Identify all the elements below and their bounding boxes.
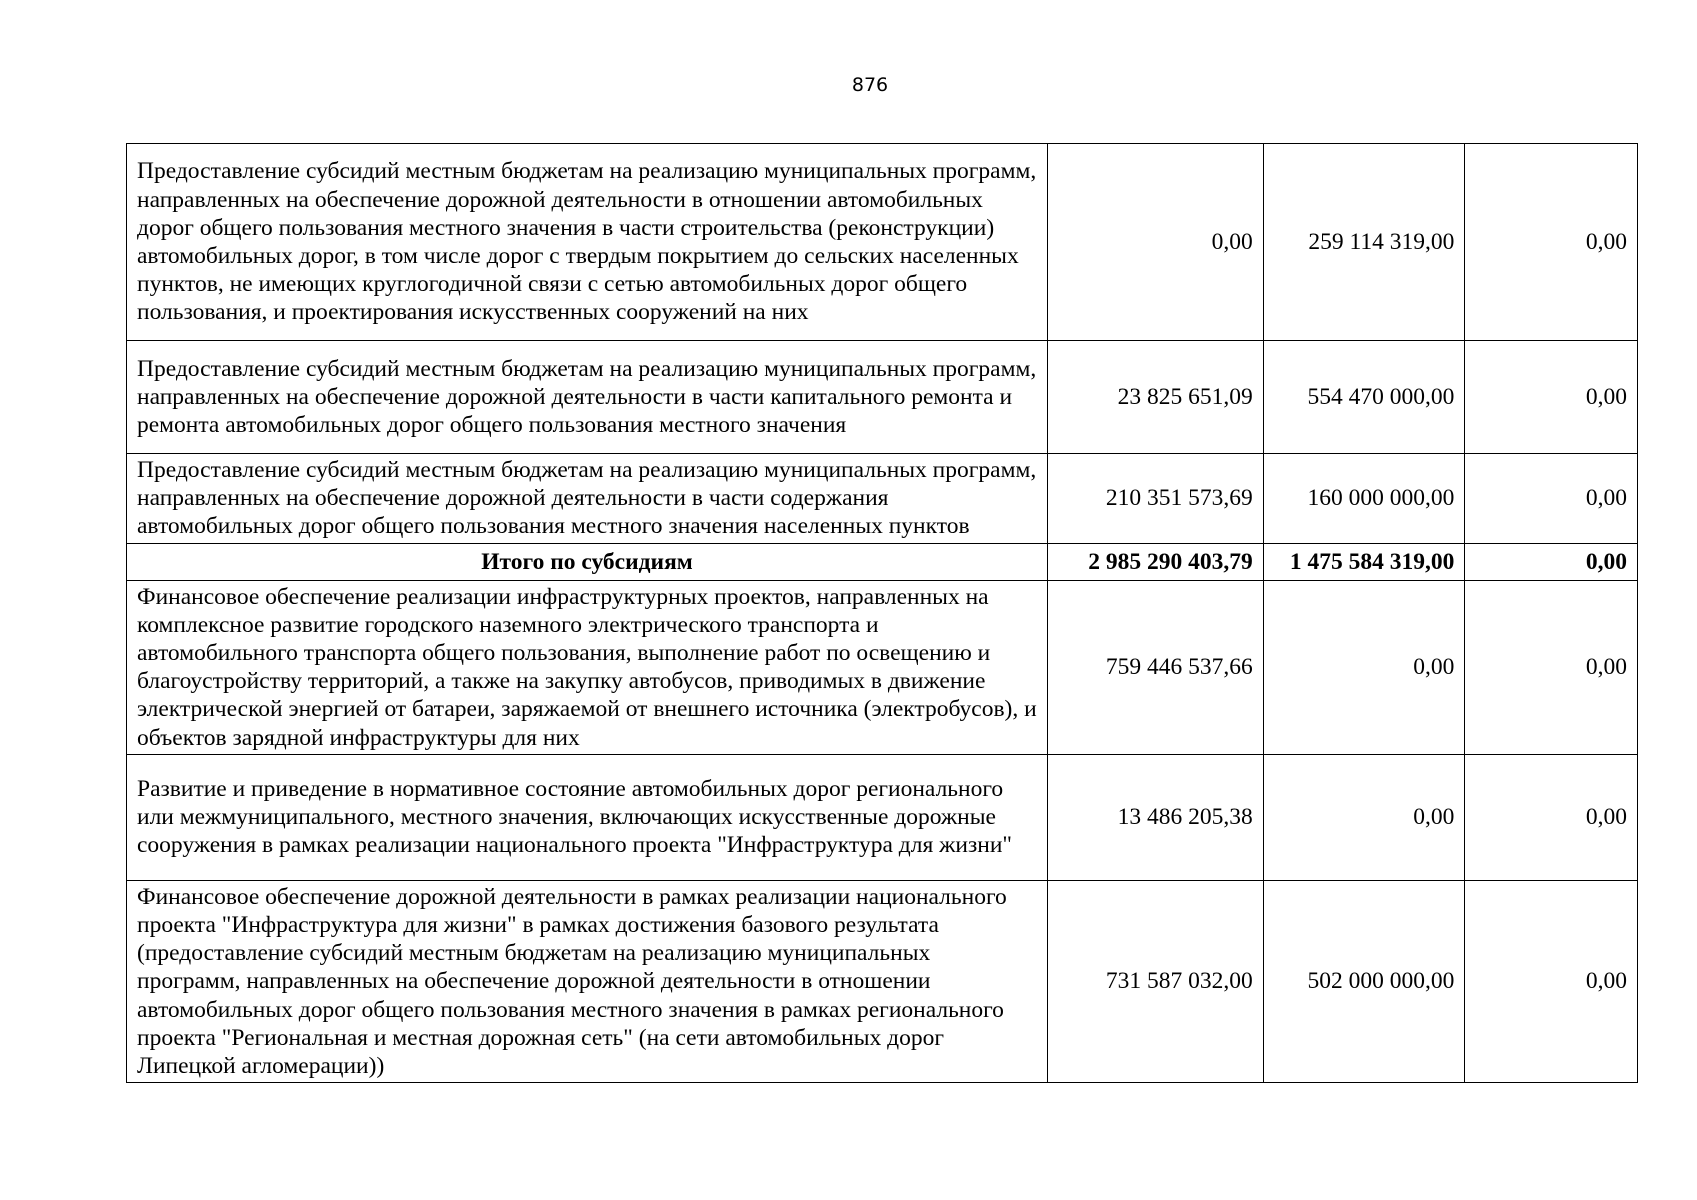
row-value-2: 0,00 bbox=[1263, 580, 1465, 754]
row-value-2: 259 114 319,00 bbox=[1263, 144, 1465, 341]
row-description: Развитие и приведение в нормативное состояние автомобильных дорог регионального или межмуниципального, местного значения, включающих искусственные дорожные сооружения в рамках реализации национального проекта "Инфраструктура для жизни" bbox=[127, 754, 1048, 880]
row-value-3: 0,00 bbox=[1465, 580, 1638, 754]
table-row bbox=[127, 754, 1638, 880]
table-row bbox=[127, 454, 1638, 544]
row-value-1: 731 587 032,00 bbox=[1048, 880, 1264, 1082]
row-value-1: 759 446 537,66 bbox=[1048, 580, 1264, 754]
row-value-3: 0,00 bbox=[1465, 880, 1638, 1082]
row-value-2: 502 000 000,00 bbox=[1263, 880, 1465, 1082]
row-value-1: 13 486 205,38 bbox=[1048, 754, 1264, 880]
table-row bbox=[127, 144, 1638, 341]
row-value-1: 0,00 bbox=[1048, 144, 1264, 341]
total-value-1: 2 985 290 403,79 bbox=[1048, 543, 1264, 580]
table-row bbox=[127, 580, 1638, 754]
row-value-2: 554 470 000,00 bbox=[1263, 341, 1465, 454]
row-description: Финансовое обеспечение дорожной деятельности в рамках реализации национального проекта "Инфраструктура для жизни" в рамках достижения базового результата (предоставление субсидий местным бюджетам на реализацию муниципальных программ, направленных на обеспечение дорожной деятельности в отношении автомобильных дорог общего пользования местного значения в рамках регионального проекта "Региональная и местная дорожная сеть" (на сети автомобильных дорог Липецкой агломерации)) bbox=[127, 880, 1048, 1082]
row-value-3: 0,00 bbox=[1465, 144, 1638, 341]
total-value-2: 1 475 584 319,00 bbox=[1263, 543, 1465, 580]
row-value-2: 0,00 bbox=[1263, 754, 1465, 880]
row-value-2: 160 000 000,00 bbox=[1263, 454, 1465, 544]
table-row bbox=[127, 880, 1638, 1082]
page-number: 876 bbox=[851, 74, 889, 96]
row-value-1: 210 351 573,69 bbox=[1048, 454, 1264, 544]
row-value-3: 0,00 bbox=[1465, 754, 1638, 880]
row-value-1: 23 825 651,09 bbox=[1048, 341, 1264, 454]
row-value-3: 0,00 bbox=[1465, 454, 1638, 544]
total-label: Итого по субсидиям bbox=[127, 543, 1048, 580]
row-description: Предоставление субсидий местным бюджетам на реализацию муниципальных программ, направленных на обеспечение дорожной деятельности в отношении автомобильных дорог общего пользования местного значения в части строительства (реконструкции) автомобильных дорог, в том числе дорог с твердым покрытием до сельских населенных пунктов, не имеющих круглогодичной связи с сетью автомобильных дорог общего пользования, и проектирования искусственных сооружений на них bbox=[127, 144, 1048, 341]
table-row bbox=[127, 341, 1638, 454]
total-row bbox=[127, 543, 1638, 580]
row-description: Предоставление субсидий местным бюджетам на реализацию муниципальных программ, направленных на обеспечение дорожной деятельности в части капитального ремонта и ремонта автомобильных дорог общего пользования местного значения bbox=[127, 341, 1048, 454]
budget-table bbox=[126, 143, 1638, 1083]
row-value-3: 0,00 bbox=[1465, 341, 1638, 454]
row-description: Предоставление субсидий местным бюджетам на реализацию муниципальных программ, направленных на обеспечение дорожной деятельности в части содержания автомобильных дорог общего пользования местного значения населенных пунктов bbox=[127, 454, 1048, 544]
total-value-3: 0,00 bbox=[1465, 543, 1638, 580]
row-description: Финансовое обеспечение реализации инфраструктурных проектов, направленных на комплексное развитие городского наземного электрического транспорта и автомобильного транспорта общего пользования, выполнение работ по освещению и благоустройству территорий, а также на закупку автобусов, приводимых в движение электрической энергией от батареи, заряжаемой от внешнего источника (электробусов), и объектов зарядной инфраструктуры для них bbox=[127, 580, 1048, 754]
